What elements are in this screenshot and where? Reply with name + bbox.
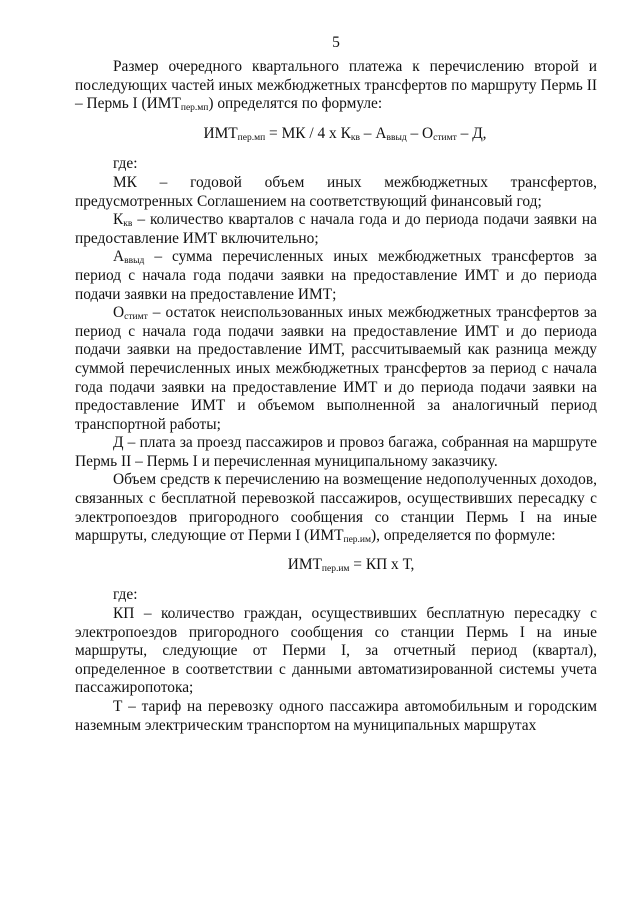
formula1-term-o: – О xyxy=(406,124,434,142)
paragraph-volume xyxy=(75,471,597,545)
formula1-sub-o: стимт xyxy=(433,132,457,143)
definition-kkv xyxy=(75,211,597,248)
formula1-term-d: – Д, xyxy=(456,124,487,142)
definition-kp xyxy=(75,605,597,698)
paragraph-text: Объем средств к перечислению на возмещение недополученных доходов, связанных с бесплатной перевозкой пассажиров, осуществивших пересадку с электропоездов пригородного сообщения со станции Пермь I на иные маршруты, следующие от Перми I (ИМТ xyxy=(75,471,597,545)
definition-text: – годовой объем иных межбюджетных трансфертов, предусмотренных Соглашением на соответствующий финансовый год; xyxy=(75,173,597,210)
where-label-1: где: xyxy=(113,155,138,173)
definition-subscript: кв xyxy=(123,219,133,230)
intro-paragraph xyxy=(75,58,597,114)
intro-text: Размер очередного квартального платежа к перечислению второй и последующих частей иных межбюджетных трансфертов по маршруту Пермь II – Пермь I (ИМТ xyxy=(75,58,597,113)
definition-term: КП xyxy=(113,605,135,623)
definition-text: – количество кварталов с начала года и до периода подачи заявки на предоставление ИМТ включительно; xyxy=(75,211,597,247)
definition-ostimt xyxy=(75,304,597,434)
definition-t xyxy=(75,698,597,735)
definition-text: – сумма перечисленных иных межбюджетных трансфертов за период с начала года подачи заявки на предоставление ИМТ и до периода подачи заявки на предоставление ИМТ; xyxy=(75,248,597,303)
formula1-sub-k: кв xyxy=(350,132,360,143)
page-number: 5 xyxy=(332,34,340,51)
definition-term: А xyxy=(113,248,125,266)
formula2-sub-imt: пер.им xyxy=(321,563,350,574)
definition-term: О xyxy=(113,304,125,322)
definition-text: – тариф на перевозку одного пассажира автомобильным и городским наземным электрическим транспортом на муниципальных маршрутах xyxy=(75,698,597,734)
formula-imt-per-im xyxy=(75,556,597,575)
definition-text: – плата за проезд пассажиров и провоз багажа, собранная на маршруте Пермь II – Пермь I и перечисленная муниципальному заказчику. xyxy=(75,434,597,470)
definition-text: – количество граждан, осуществивших бесплатную пересадку с электропоездов пригородного сообщения со станции Пермь I на иные маршруты, следующие от Перми I, за отчетный период (квартал), определенное в соответствии с данными автоматизированной системы учета пассажиропотока; xyxy=(75,605,597,697)
definition-d xyxy=(75,434,597,471)
definition-term: Т xyxy=(113,698,123,715)
paragraph-ending: ), определяется по формуле: xyxy=(371,527,556,545)
paragraph-subscript: пер.им xyxy=(343,535,372,546)
formula-imt-per-mp xyxy=(75,125,597,144)
formula2-term-rest: = КП х Т, xyxy=(349,555,415,573)
definition-text: – остаток неиспользованных иных межбюджетных трансфертов за период с начала года подачи заявки на предоставление ИМТ и до периода подачи заявки на предоставление ИМТ, рассчитываемый как разница между суммой перечисленных иных межбюджетных трансфертов за период с начала года подачи заявки на предоставление ИМТ и до периода подачи заявки на предоставление ИМТ и объемом выполненной за аналогичный период транспортной работы; xyxy=(75,304,597,433)
definition-term: МК xyxy=(113,173,137,191)
definition-term: Д xyxy=(113,434,124,452)
definition-subscript: стимт xyxy=(124,312,148,323)
intro-ending: ) определятся по формуле: xyxy=(208,95,383,113)
formula1-term-k: = МК / 4 х К xyxy=(265,124,351,142)
formula1-term-imt: ИМТ xyxy=(203,124,238,142)
formula1-term-a: – А xyxy=(359,124,387,142)
definition-mk xyxy=(75,174,597,211)
definition-avvyd xyxy=(75,248,597,304)
formula1-sub-a: ввыд xyxy=(386,132,407,143)
intro-subscript: пер.мп xyxy=(180,103,209,114)
where-label-2: где: xyxy=(113,586,138,604)
formula1-sub-imt: пер.мп xyxy=(237,132,266,143)
definition-term: К xyxy=(113,211,124,229)
definition-subscript: ввыд xyxy=(124,256,145,267)
document-body xyxy=(75,58,597,735)
formula2-term-imt: ИМТ xyxy=(287,555,322,573)
